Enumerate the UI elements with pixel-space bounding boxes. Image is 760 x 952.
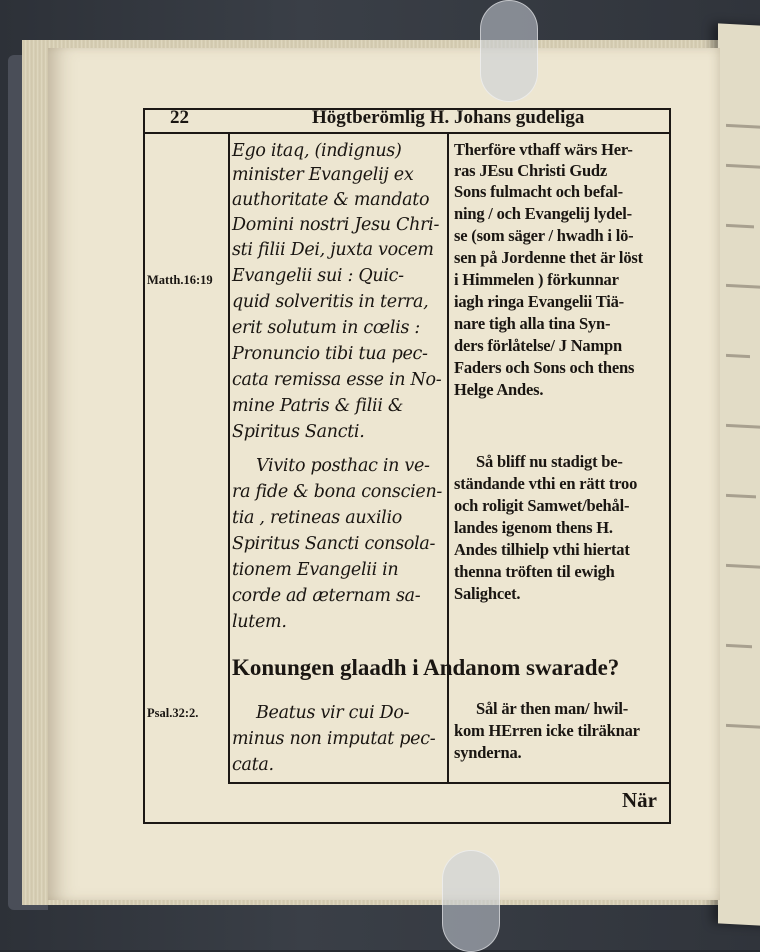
swedish-line: kom HErren icke tilräknar [454, 721, 640, 740]
facing-page-edge [718, 23, 760, 926]
latin-line: Spiritus Sancti. [232, 422, 365, 442]
swedish-line: ders förlåtelse/ J Nampn [454, 336, 622, 355]
latin-line: tionem Evangelii in [232, 560, 399, 580]
swedish-line: Andes tilhielp vthi hiertat [454, 540, 630, 559]
top-page-clip [480, 0, 538, 102]
latin-line: authoritate & mandato [232, 190, 430, 210]
catchword: När [622, 788, 657, 812]
swedish-line: ras JEsu Christi Gudz [454, 161, 608, 180]
latin-line: quid solveritis in terra, [232, 292, 429, 312]
page-number: 22 [170, 107, 189, 128]
swedish-line: Therföre vthaff wärs Her- [454, 140, 633, 159]
margin-column-rule [228, 132, 230, 783]
swedish-line: Faders och Sons och thens [454, 358, 635, 377]
swedish-line: Sål är then man/ hwil- [476, 699, 629, 718]
swedish-line: synderna. [454, 743, 522, 762]
latin-line: ra fide & bona conscien- [232, 482, 443, 502]
swedish-line: Så bliff nu stadigt be- [476, 452, 623, 471]
header-rule [143, 132, 671, 134]
latin-line: minister Evangelij ex [232, 165, 414, 185]
swedish-line: thenna tröften til ewigh [454, 562, 615, 581]
latin-line: erit solutum in cœlis : [232, 318, 421, 338]
latin-line: Evangelii sui : Quic- [232, 266, 404, 286]
margin-ref-matthew: Matth.16:19 [147, 273, 213, 287]
swedish-line: ständande vthi en rätt troo [454, 474, 638, 493]
swedish-line: Helge Andes. [454, 380, 544, 399]
latin-line: Vivito posthac in ve- [256, 456, 430, 476]
margin-ref-psalm: Psal.32:2. [147, 706, 199, 720]
section-heading: Konungen glaadh i Andanom swarade? [232, 655, 620, 680]
latin-line: corde ad æternam sa- [232, 586, 421, 606]
swedish-line: Salighcet. [454, 584, 521, 603]
latin-line: Beatus vir cui Do- [256, 703, 410, 723]
footer-rule [228, 782, 671, 784]
swedish-line: iagh ringa Evangelii Tiä- [454, 292, 624, 311]
latin-line: mine Patris & filii & [232, 396, 404, 416]
latin-line: cata remissa esse in No- [232, 370, 442, 390]
swedish-line: nare tigh alla tina Syn- [454, 314, 611, 333]
swedish-line: i Himmelen ) förkunnar [454, 270, 619, 289]
swedish-line: ning / och Evangelij lydel- [454, 204, 632, 223]
swedish-line: Sons fulmacht och befal- [454, 182, 623, 201]
latin-line: sti filii Dei, juxta vocem [232, 240, 434, 260]
latin-line: cata. [232, 755, 274, 775]
column-divider [447, 132, 449, 783]
latin-line: Spiritus Sancti consola- [232, 534, 436, 554]
swedish-line: sen på Jordenne thet är löst [454, 248, 643, 267]
latin-line: minus non imputat pec- [232, 729, 436, 749]
latin-line: lutem. [232, 612, 287, 632]
swedish-line: landes igenom thens H. [454, 518, 613, 537]
swedish-line: och roligit Samwet/behål- [454, 496, 630, 515]
running-head: Högtberömlig H. Johans gudeliga [312, 107, 585, 128]
latin-line: Ego itaq, (indignus) [232, 141, 402, 161]
latin-line: Pronuncio tibi tua pec- [232, 344, 428, 364]
latin-line: tia , retineas auxilio [232, 508, 403, 528]
latin-line: Domini nostri Jesu Chri- [232, 215, 440, 235]
swedish-line: se (som säger / hwadh i lö- [454, 226, 634, 245]
bottom-page-clip [442, 850, 500, 952]
